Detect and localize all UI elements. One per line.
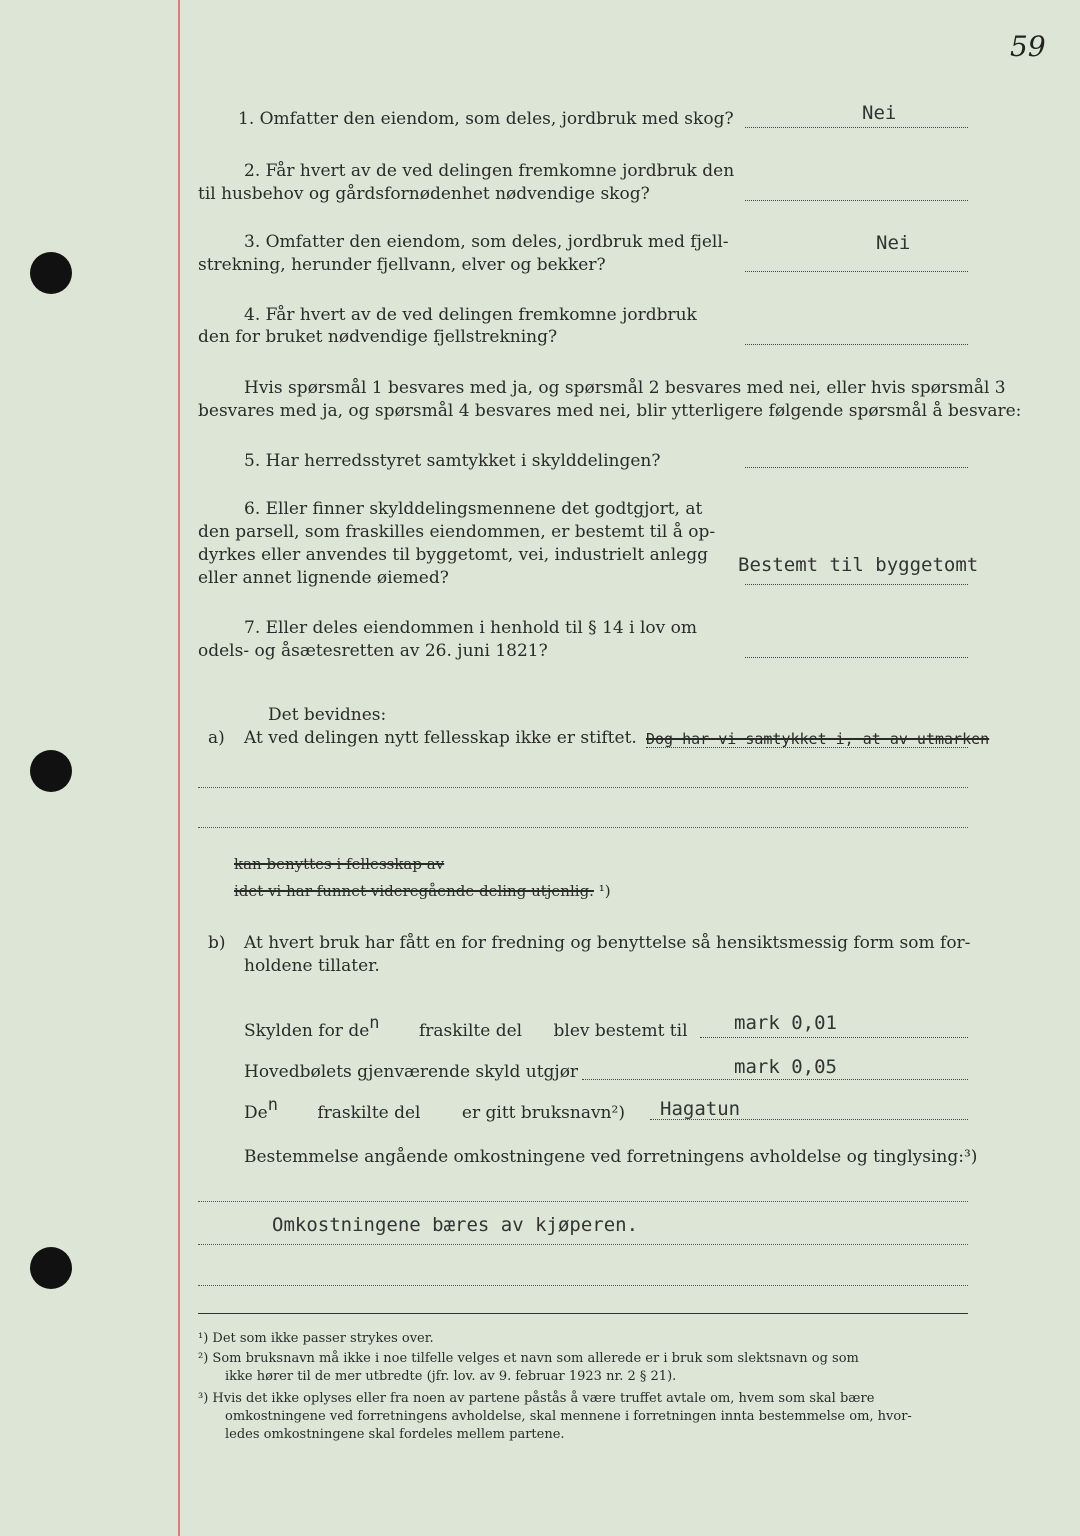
conditional-line-2: besvares med ja, og spørsmål 4 besvares med nei, blir ytterligere følgende spørsmål å besvare:: [198, 401, 1022, 421]
item-a-text: At ved delingen nytt fellesskap ikke er stiftet.: [244, 728, 637, 748]
footnote-2-line-2: ikke hører til de mer utbredte (jfr. lov. av 9. februar 1923 nr. 2 § 21).: [225, 1369, 677, 1384]
answer-line: [745, 343, 968, 345]
answer-1: Nei: [862, 102, 897, 124]
page-number: 59: [1010, 30, 1046, 63]
footnote-separator: [198, 1312, 968, 1314]
answer-line: [745, 199, 968, 201]
question-2-line-1: 2. Får hvert av de ved delingen fremkomne jordbruk den: [244, 161, 735, 181]
punch-hole: [30, 252, 72, 294]
conditional-line-1: Hvis spørsmål 1 besvares med ja, og spørsmål 2 besvares med nei, eller hvis spørsmål 3: [244, 378, 1006, 398]
answer-line: [745, 270, 968, 272]
answer-6: Bestemt til byggetomt: [738, 554, 979, 576]
footnote-3-line-3: ledes omkostningene skal fordeles mellem partene.: [225, 1427, 565, 1442]
answer-line: [582, 1078, 968, 1080]
question-6-line-4: eller annet lignende øiemed?: [198, 568, 449, 588]
struck-line-2: [234, 880, 611, 902]
answer-line: [745, 583, 968, 585]
answer-line: [700, 1036, 968, 1038]
question-7-line-1: 7. Eller deles eiendommen i henhold til § 14 i lov om: [244, 618, 697, 638]
skyld-label-b: fraskilte del: [418, 1021, 523, 1041]
margin-line: [178, 0, 180, 1536]
skyld-label-a: Skylden for de: [244, 1021, 370, 1041]
footnote-1: ¹) Det som ikke passer strykes over.: [198, 1331, 434, 1346]
question-4-line-1: 4. Får hvert av de ved delingen fremkomne jordbruk: [244, 305, 697, 325]
footnote-3-line-1: ³) Hvis det ikke oplyses eller fra noen av partene påstås å være truffet avtale om, hvem som skal bære: [198, 1391, 875, 1406]
skyld-line-2: Hovedbølets gjenværende skyld utgjør: [244, 1062, 579, 1082]
answer-line: [646, 746, 968, 748]
question-2-line-2: til husbehov og gårdsfornødenhet nødvendige skog?: [198, 184, 650, 204]
skyld-line-3: [244, 1095, 625, 1124]
struck-line-2-text: idet vi har funnet videregående deling utjenlig.: [234, 882, 594, 900]
question-7-line-2: odels- og åsætesretten av 26. juni 1821?: [198, 641, 548, 661]
punch-hole: [30, 750, 72, 792]
bruksnavn-suffix: n: [267, 1095, 278, 1115]
blank-line: [198, 1200, 968, 1202]
item-b-line-2: holdene tillater.: [244, 956, 380, 976]
attest-heading: Det bevidnes:: [268, 705, 387, 725]
bruksnavn-value: Hagatun: [660, 1098, 741, 1120]
answer-3: Nei: [876, 232, 911, 254]
answer-line: [745, 126, 968, 128]
question-6-line-3: dyrkes eller anvendes til byggetomt, vei, industrielt anlegg: [198, 545, 708, 565]
cost-heading: Bestemmelse angående omkostningene ved forretningens avholdelse og tinglysing:³): [244, 1147, 978, 1167]
question-3-line-1: 3. Omfatter den eiendom, som deles, jordbruk med fjell-: [244, 232, 729, 252]
footnote-2-line-1: ²) Som bruksnavn må ikke i noe tilfelle velges et navn som allerede er i bruk som slektsnavn og som: [198, 1351, 859, 1366]
punch-hole: [30, 1247, 72, 1289]
skyld-value: mark 0,01: [734, 1012, 837, 1034]
item-a-struck: Dog har vi samtykket i, at av utmarken: [646, 730, 990, 748]
struck-line-1: kan benyttes i fellesskap av: [234, 855, 445, 873]
footnote-ref-1: ¹): [598, 882, 611, 900]
item-b-line-1: At hvert bruk har fått en for fredning og benyttelse så hensiktsmessig form som for-: [244, 933, 971, 953]
skyld-line-1: [244, 1013, 688, 1042]
item-b-label: b): [208, 933, 226, 953]
bruksnavn-label-c: er gitt bruksnavn²): [461, 1103, 625, 1123]
cost-text: Omkostningene bæres av kjøperen.: [272, 1214, 639, 1236]
item-a-label: a): [208, 728, 225, 748]
question-6-line-1: 6. Eller finner skylddelingsmennene det godtgjort, at: [244, 499, 703, 519]
question-5: 5. Har herredsstyret samtykket i skylddelingen?: [244, 451, 661, 471]
blank-line: [198, 826, 968, 828]
skyld-remaining-value: mark 0,05: [734, 1056, 837, 1078]
question-4-line-2: den for bruket nødvendige fjellstrekning?: [198, 327, 558, 347]
blank-line: [198, 1284, 968, 1286]
question-6-line-2: den parsell, som fraskilles eiendommen, er bestemt til å op-: [198, 522, 716, 542]
skyld-suffix: n: [369, 1013, 380, 1033]
question-1: 1. Omfatter den eiendom, som deles, jordbruk med skog?: [238, 109, 734, 129]
question-3-line-2: strekning, herunder fjellvann, elver og bekker?: [198, 255, 606, 275]
skyld-label-c: blev bestemt til: [553, 1021, 688, 1041]
bruksnavn-label-a: De: [244, 1103, 268, 1123]
blank-line: [198, 786, 968, 788]
bruksnavn-label-b: fraskilte del: [317, 1103, 421, 1123]
answer-line: [745, 466, 968, 468]
blank-line: [198, 1243, 968, 1245]
answer-line: [745, 656, 968, 658]
footnote-3-line-2: omkostningene ved forretningens avholdelse, skal mennene i forretningen innta bestemmelse om, hvor-: [225, 1409, 912, 1424]
